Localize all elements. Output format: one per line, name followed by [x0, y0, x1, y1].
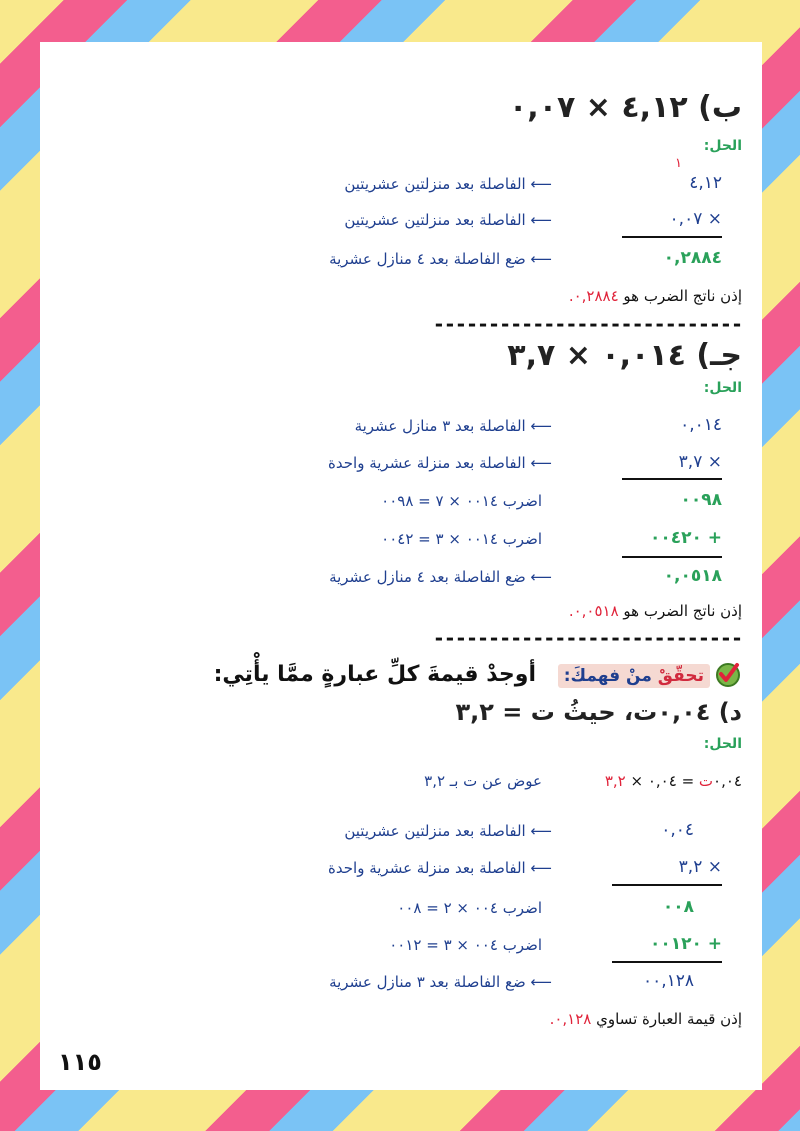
part-c-row4-number: + ٠٠٤٢٠: [649, 528, 722, 548]
part-d-row5-number: ٠٠,١٢٨: [642, 971, 694, 991]
subst-val: ٣,٢: [604, 772, 626, 790]
part-b-result-text: إذن ناتج الضرب هو: [618, 287, 742, 305]
part-c-result: [569, 602, 742, 620]
part-c-row4-note: اضرب ٠٠١٤ × ٣ = ٠٠٤٢: [381, 530, 542, 548]
part-c-heading: جـ) ٠,٠١٤ × ٣,٧: [507, 338, 742, 373]
part-d-row1-note: ⟵ الفاصلة بعد منزلتين عشريتين: [344, 822, 552, 840]
part-c-row2-number: × ٣,٧: [678, 452, 722, 472]
part-d-row3-note: اضرب ٠٠٤ × ٢ = ٠٠٨: [397, 899, 542, 917]
part-b-row1-note: ⟵ الفاصلة بعد منزلتين عشريتين: [344, 175, 552, 193]
subst-mid: = ٠,٠٤ ×: [625, 772, 699, 790]
worksheet-page: [40, 42, 762, 1090]
part-d-row3-number: ٠٠٨: [662, 897, 694, 917]
part-b-row1-number: ٤,١٢: [689, 173, 722, 193]
part-d-result-value: ٠,١٢٨.: [549, 1010, 592, 1028]
part-b-row3-note: ⟵ ضع الفاصلة بعد ٤ منازل عشرية: [329, 250, 552, 268]
check-understanding-label: [558, 664, 710, 688]
part-b-result: [569, 287, 742, 305]
part-d-substitution: [605, 772, 742, 790]
part-b-row2-number: × ٠,٠٧: [669, 209, 722, 229]
part-c-solution-label: الحل:: [703, 380, 742, 396]
carry-digit: ١: [675, 156, 682, 171]
check-label-2: منْ فهمكَ:: [563, 666, 652, 686]
part-c-row2-note: ⟵ الفاصلة بعد منزلة عشرية واحدة: [328, 454, 552, 472]
page-number: ١١٥: [58, 1048, 102, 1076]
part-d-row5-note: ⟵ ضع الفاصلة بعد ٣ منازل عشرية: [329, 973, 552, 991]
part-d-row1-number: ٠,٠٤: [661, 820, 694, 840]
checkmark-icon: [714, 660, 742, 692]
part-d-row2-number: × ٣,٢: [678, 857, 722, 877]
part-c-row5-number: ٠,٠٥١٨: [663, 566, 722, 586]
separator-1: ----------------------------: [432, 312, 742, 336]
part-d-heading: د) ٠,٠٤ت، حيثُ ت = ٣,٢: [455, 698, 742, 726]
part-b-row2-note: ⟵ الفاصلة بعد منزلتين عشريتين: [344, 211, 552, 229]
part-d-row2-note: ⟵ الفاصلة بعد منزلة عشرية واحدة: [328, 859, 552, 877]
check-label-1: تحقّقْ: [657, 666, 704, 686]
part-c-result-value: ٠,٠٥١٨.: [568, 602, 619, 620]
subst-prefix: ٠,٠٤: [713, 772, 742, 790]
part-d-result-text: إذن قيمة العبارة تساوي: [591, 1010, 742, 1028]
part-b-solution-label: الحل:: [703, 138, 742, 154]
part-c-result-text: إذن ناتج الضرب هو: [618, 602, 742, 620]
check-understanding-badge: [558, 660, 742, 692]
subst-var: ت: [698, 772, 714, 790]
part-c-row1-number: ٠,٠١٤: [680, 415, 722, 435]
part-b-heading: ب) ٤,١٢ × ٠,٠٧: [509, 90, 742, 125]
part-c-row3-note: اضرب ٠٠١٤ × ٧ = ٠٠٩٨: [381, 492, 542, 510]
part-b-result-value: ٠,٢٨٨٤.: [568, 287, 619, 305]
part-c-row3-number: ٠٠٩٨: [680, 490, 722, 510]
separator-2: ----------------------------: [432, 626, 742, 650]
part-b-sum-line: [622, 236, 722, 238]
part-d-substitution-note: عوض عن ت بـ ٣,٢: [424, 772, 542, 790]
check-instruction: أوجدْ قيمةَ كلِّ عبارةٍ ممَّا يأْتِي:: [213, 662, 536, 687]
part-d-result: [550, 1010, 742, 1028]
part-c-row5-note: ⟵ ضع الفاصلة بعد ٤ منازل عشرية: [329, 568, 552, 586]
part-d-product-line: [612, 884, 722, 886]
part-d-row4-number: + ٠٠١٢٠: [649, 934, 722, 954]
part-d-solution-label: الحل:: [703, 736, 742, 752]
part-c-sum-line: [622, 556, 722, 558]
part-b-row3-number: ٠,٢٨٨٤: [663, 248, 722, 268]
part-d-row4-note: اضرب ٠٠٤ × ٣ = ٠٠١٢: [389, 936, 542, 954]
part-c-product-line: [622, 478, 722, 480]
part-c-row1-note: ⟵ الفاصلة بعد ٣ منازل عشرية: [354, 417, 552, 435]
part-d-sum-line: [612, 961, 722, 963]
